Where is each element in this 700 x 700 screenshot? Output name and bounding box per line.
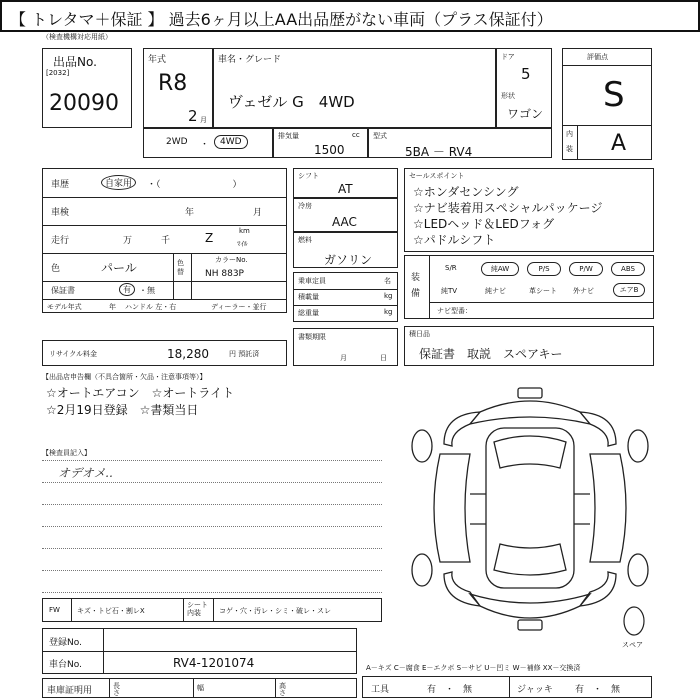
shift-box — [293, 168, 398, 198]
car-diagram — [410, 384, 650, 634]
shift-label: シフト — [298, 172, 319, 180]
model-label: 型式 — [373, 132, 387, 140]
shift-value: AT — [338, 182, 353, 196]
color-code-label: カラーNo. — [215, 256, 248, 264]
banner — [0, 0, 700, 32]
banner-text: 【 トレタマ＋保証 】 過去6ヶ月以上AA出品歴がない車両（プラス保証付） — [10, 10, 553, 29]
capacity-label: 乗車定員 — [298, 277, 326, 285]
fw-row — [42, 598, 382, 622]
capacity-unit: 名 — [384, 277, 391, 285]
displacement-unit: cc — [352, 131, 360, 139]
lot-stamp: [2032] — [46, 69, 70, 77]
sales-points-label: セールスポイント — [409, 172, 465, 180]
attachments-value: 保証書 取説 スペアキー — [419, 347, 563, 361]
cert-height: 高さ — [279, 682, 286, 697]
lot-label: 出品No. — [53, 55, 97, 69]
displacement-label: 排気量 — [278, 132, 299, 140]
sales-point-4: ☆パドルシフト — [413, 233, 496, 247]
notice-line-1: ☆オートエアコン ☆オートライト — [46, 386, 235, 400]
lot-box — [42, 48, 132, 128]
cert-width: 幅 — [197, 684, 204, 692]
displacement-box — [273, 128, 368, 158]
spec-box — [293, 272, 398, 322]
score-value: S — [603, 75, 625, 115]
equipment-box — [404, 255, 654, 319]
equip-ps: P/S — [527, 262, 561, 276]
model-year-year: 年 — [109, 303, 116, 311]
interior-label-b: 装 — [566, 145, 573, 153]
color-label: 色 — [51, 264, 61, 274]
fw-label: FW — [49, 606, 60, 614]
year-era: R8 — [158, 71, 188, 96]
reg-no-label: 登録No. — [49, 638, 82, 648]
model-year-handle: ハンドル 左・右 — [125, 303, 177, 311]
info-table — [42, 168, 287, 313]
mileage-label: 走行 — [51, 236, 70, 246]
drive-4wd: 4WD — [214, 135, 248, 149]
mileage-man: 万 — [123, 236, 133, 246]
equip-ext-navi: 外ナビ — [573, 287, 594, 295]
equip-abs: ABS — [611, 262, 645, 276]
cert-length: 長さ — [113, 682, 120, 697]
seat-label: シート内装 — [187, 601, 208, 617]
model-year-label: モデル年式 — [47, 303, 82, 311]
mileage-hand: Z — [205, 231, 214, 245]
warranty-no: ・無 — [139, 286, 155, 295]
color-code-hand: NH 883P — [205, 269, 244, 279]
shape-label: 形状 — [501, 92, 515, 100]
color-value: パール — [101, 261, 137, 275]
ac-value: AAC — [332, 215, 357, 229]
warranty-yes: 有 — [119, 283, 135, 296]
mileage-sen: 千 — [161, 236, 171, 246]
inspection-label: 車検 — [51, 208, 70, 218]
sales-point-1: ☆ホンダセンシング — [413, 185, 519, 199]
score-label: 評価点 — [587, 53, 608, 61]
year-month-suffix: 月 — [200, 116, 207, 124]
lot-number: 20090 — [49, 91, 119, 116]
year-box — [143, 48, 213, 128]
equip-alloy: 純AW — [481, 262, 519, 276]
fuel-label: 燃料 — [298, 236, 312, 244]
warranty-label: 保証書 — [51, 286, 75, 295]
history-rest: ・（ ） — [147, 180, 242, 190]
equip-sr: S/R — [445, 264, 457, 272]
color-side-label: 色替 — [177, 259, 184, 276]
reg-period-box — [293, 328, 398, 366]
chassis-value: RV4-1201074 — [173, 656, 255, 670]
equipment-label-a: 装 — [411, 273, 421, 283]
sales-point-2: ☆ナビ装着用スペシャルパッケージ — [413, 201, 603, 215]
reg-table — [42, 628, 357, 674]
equip-pw: P/W — [569, 262, 603, 276]
seat-text: コゲ・穴・汚レ・シミ・破レ・スレ — [219, 607, 331, 615]
subheading: （検査機構対応用紙） — [42, 33, 112, 41]
equip-tv: 純TV — [441, 287, 458, 295]
load-label: 積載量 — [298, 293, 319, 301]
model-year-dealer: ディーラー・並行 — [211, 303, 267, 311]
attachments-label: 積日品 — [409, 330, 430, 338]
fuel-box — [293, 232, 398, 268]
cert-label: 車庫証明用 — [47, 686, 93, 696]
doors-label: ドア — [501, 53, 515, 61]
inspector-label: 【検査員記入】 — [42, 449, 91, 457]
jack-opts: 有 ・ 無 — [575, 685, 621, 695]
sales-points-box — [404, 168, 654, 252]
recycle-value: 18,280 — [167, 347, 209, 361]
score-box — [562, 48, 652, 160]
ac-label: 冷房 — [298, 202, 312, 210]
fw-text: キズ・トビ石・割レX — [77, 607, 145, 615]
year-month: 2 — [188, 107, 198, 125]
model-value: 5BA － RV4 — [405, 145, 473, 159]
tools-row — [362, 676, 652, 698]
history-private: 自家用 — [101, 175, 136, 190]
model-box — [368, 128, 552, 158]
reg-period-label: 書類期限 — [298, 333, 326, 341]
mileage-mile: ﾏｲﾙ — [237, 240, 248, 248]
recycle-box — [42, 340, 287, 366]
equip-airbag: エアB — [613, 283, 645, 297]
spare-tire-icon — [622, 604, 646, 638]
recycle-unit: 円 預託済 — [229, 350, 260, 358]
equip-navi: 純ナビ — [485, 287, 506, 295]
inspection-year: 年 — [185, 208, 195, 218]
tools-opts: 有 ・ 無 — [427, 685, 473, 695]
year-label: 年式 — [148, 55, 167, 65]
drive-sep: ・ — [200, 140, 210, 150]
drive-box — [143, 128, 273, 158]
name-value: ヴェゼル G 4WD — [228, 93, 355, 111]
shape-value: ワゴン — [507, 107, 544, 121]
mileage-km: km — [239, 227, 250, 235]
name-box — [213, 48, 496, 128]
doors-value: 5 — [521, 65, 531, 83]
displacement-value: 1500 — [314, 143, 345, 157]
cert-row — [42, 678, 357, 698]
fuel-value: ガソリン — [324, 253, 373, 267]
doors-box — [496, 48, 552, 128]
equipment-label-b: 備 — [411, 289, 421, 299]
spare-label: スペア — [622, 641, 643, 649]
notice-line-2: ☆2月19日登録 ☆書類当日 — [46, 403, 199, 417]
inspection-month: 月 — [253, 208, 263, 218]
load-unit: kg — [384, 292, 393, 300]
tools-label: 工具 — [371, 685, 390, 695]
jack-label: ジャッキ — [517, 685, 553, 695]
recycle-label: リサイクル料金 — [49, 350, 98, 358]
interior-label-a: 内 — [566, 130, 573, 138]
inspector-hand: オデオメ.. — [58, 466, 114, 480]
ac-box — [293, 198, 398, 232]
weight-label: 総重量 — [298, 309, 319, 317]
drive-2wd: 2WD — [166, 137, 188, 147]
weight-unit: kg — [384, 308, 393, 316]
interior-value: A — [611, 131, 627, 156]
chassis-label: 車台No. — [49, 660, 82, 670]
equip-navi-label: ナビ型番： — [437, 307, 472, 315]
reg-period-day: 日 — [380, 354, 387, 362]
equip-leather: 革シート — [529, 287, 557, 295]
attachments-box — [404, 326, 654, 366]
reg-period-month: 月 — [340, 354, 347, 362]
name-label: 車名・グレード — [218, 55, 282, 65]
sales-point-3: ☆LEDヘッド＆LEDフォグ — [413, 217, 555, 231]
history-label: 車歴 — [51, 180, 70, 190]
damage-legend: A－キズ C－腐食 E－エクボ S－サビ U－凹ミ W－補修 XX－交換済 — [366, 664, 581, 672]
notice-label: 【出品店申告欄（不具合箇所・欠品・注意事項等）】 — [42, 373, 207, 381]
